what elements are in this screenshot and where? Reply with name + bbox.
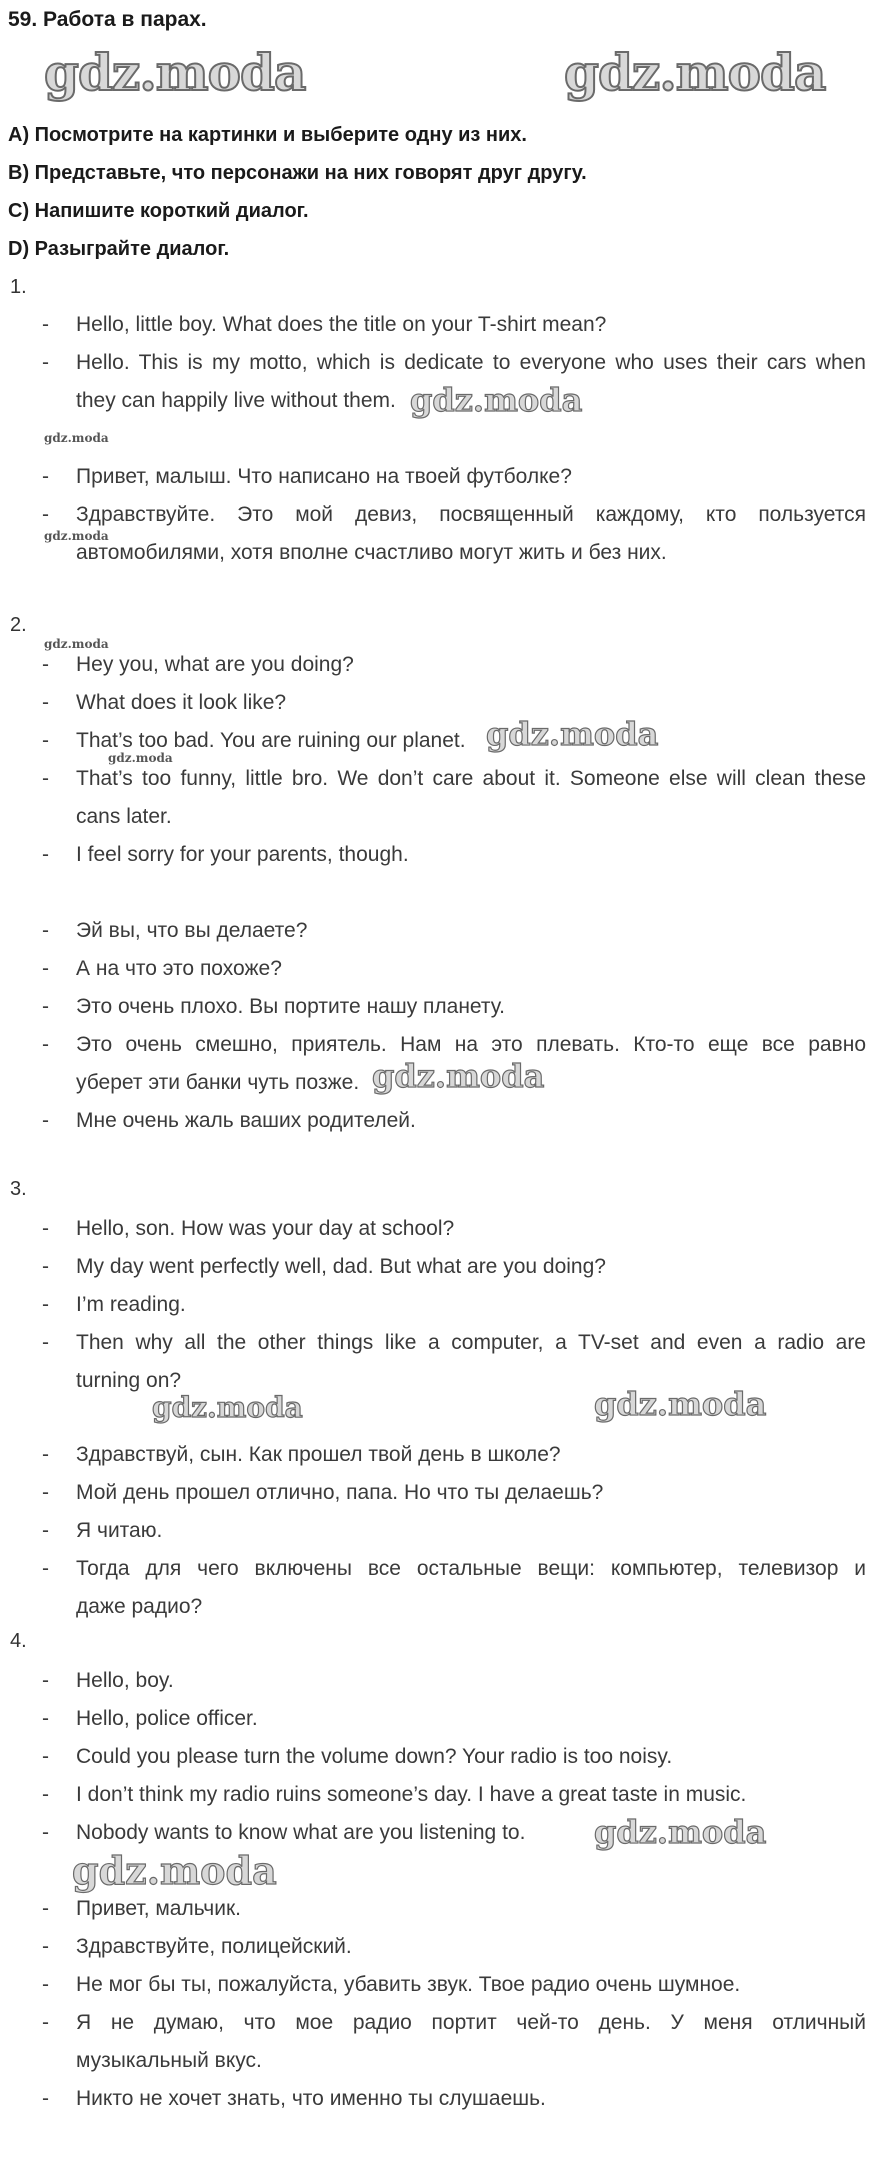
dialogue-line-continued: автомобилями, хотя вполне счастливо могут жить и без них.: [76, 541, 667, 564]
dialogue-line: Здравствуйте. Это мой девиз, посвященный каждому, кто пользуется: [76, 503, 866, 526]
dash-marker: -: [42, 1443, 49, 1466]
dialogue-line: Hello. This is my motto, which is dedicate to everyone who uses their cars when: [76, 351, 866, 374]
dialogue-line: Hello, son. How was your day at school?: [76, 1217, 455, 1240]
dash-marker: -: [42, 1783, 49, 1806]
dash-marker: -: [42, 957, 49, 980]
dialogue-line: Не мог бы ты, пожалуйста, убавить звук. Твое радио очень шумное.: [76, 1973, 741, 1996]
dialogue-line: Здравствуй, сын. Как прошел твой день в школе?: [76, 1443, 561, 1466]
watermark-logo: gdz.moda: [564, 43, 826, 102]
dialogue-line: What does it look like?: [76, 691, 287, 714]
task-d: D) Разыграйте диалог.: [8, 238, 230, 260]
dialogue-line: Это очень плохо. Вы портите нашу планету.: [76, 995, 505, 1018]
dialogue-line: Hello, little boy. What does the title on your T-shirt mean?: [76, 313, 607, 336]
watermark-logo: gdz.moda: [410, 381, 583, 419]
dash-marker: -: [42, 1293, 49, 1316]
dash-marker: -: [42, 1481, 49, 1504]
dialogue-line: I don’t think my radio ruins someone’s day. I have a great taste in music.: [76, 1783, 747, 1806]
dash-marker: -: [42, 1033, 49, 1056]
dash-marker: -: [42, 1707, 49, 1730]
dialogue-line: That’s too funny, little bro. We don’t care about it. Someone else will clean these: [76, 767, 866, 790]
dialogue-line: Это очень смешно, приятель. Нам на это плевать. Кто-то еще все равно: [76, 1033, 866, 1056]
watermark-logo: gdz.moda: [372, 1057, 545, 1095]
dash-marker: -: [42, 1331, 49, 1354]
dash-marker: -: [42, 1973, 49, 1996]
watermark-logo: gdz.moda: [486, 715, 659, 753]
dash-marker: -: [42, 2011, 49, 2034]
dialogue-line-continued: they can happily live without them.: [76, 389, 396, 412]
dash-marker: -: [42, 1897, 49, 1920]
dialogue-line: Никто не хочет знать, что именно ты слушаешь.: [76, 2087, 546, 2110]
dash-marker: -: [42, 919, 49, 942]
dialogue-line: А на что это похоже?: [76, 957, 282, 980]
dialogue-number: 4.: [10, 1630, 27, 1652]
watermark-logo: gdz.moda: [594, 1813, 767, 1851]
dash-marker: -: [42, 691, 49, 714]
watermark-logo: gdz.moda: [594, 1385, 767, 1423]
watermark-logo: gdz.moda: [44, 529, 109, 543]
watermark-logo: gdz.moda: [152, 1391, 303, 1424]
dialogue-line: My day went perfectly well, dad. But what are you doing?: [76, 1255, 606, 1278]
dash-marker: -: [42, 503, 49, 526]
dialogue-number: 1.: [10, 276, 27, 298]
dialogue-line: Эй вы, что вы делаете?: [76, 919, 308, 942]
task-b: В) Представьте, что персонажи на них говорят друг другу.: [8, 162, 587, 184]
dialogue-line: Мне очень жаль ваших родителей.: [76, 1109, 416, 1132]
exercise-title: 59. Работа в парах.: [8, 8, 207, 31]
dialogue-line: That’s too bad. You are ruining our planet.: [76, 729, 466, 752]
dialogue-line: Then why all the other things like a computer, a TV-set and even a radio are: [76, 1331, 866, 1354]
task-a: А) Посмотрите на картинки и выберите одну из них.: [8, 124, 527, 146]
dialogue-line: Я читаю.: [76, 1519, 163, 1542]
dash-marker: -: [42, 1109, 49, 1132]
dash-marker: -: [42, 1519, 49, 1542]
dash-marker: -: [42, 843, 49, 866]
dialogue-line: I feel sorry for your parents, though.: [76, 843, 409, 866]
dialogue-line: Мой день прошел отлично, папа. Но что ты делаешь?: [76, 1481, 604, 1504]
dash-marker: -: [42, 1217, 49, 1240]
dialogue-line-continued: уберет эти банки чуть позже.: [76, 1071, 360, 1094]
dialogue-line: Здравствуйте, полицейский.: [76, 1935, 352, 1958]
watermark-logo: gdz.moda: [72, 1848, 277, 1893]
dash-marker: -: [42, 1669, 49, 1692]
dialogue-line: Тогда для чего включены все остальные вещи: компьютер, телевизор и: [76, 1557, 866, 1580]
dialogue-line: Привет, мальчик.: [76, 1897, 241, 1920]
dash-marker: -: [42, 1255, 49, 1278]
dialogue-line: Hey you, what are you doing?: [76, 653, 354, 676]
dash-marker: -: [42, 465, 49, 488]
dialogue-line-continued: музыкальный вкус.: [76, 2049, 262, 2072]
dialogue-line: I’m reading.: [76, 1293, 186, 1316]
dash-marker: -: [42, 729, 49, 752]
dash-marker: -: [42, 767, 49, 790]
dash-marker: -: [42, 313, 49, 336]
dialogue-line: Hello, police officer.: [76, 1707, 258, 1730]
dash-marker: -: [42, 351, 49, 374]
task-c: С) Напишите короткий диалог.: [8, 200, 309, 222]
dialogue-line: Привет, малыш. Что написано на твоей футболке?: [76, 465, 572, 488]
dialogue-line: Nobody wants to know what are you listening to.: [76, 1821, 526, 1844]
dialogue-line: Hello, boy.: [76, 1669, 174, 1692]
dialogue-line-continued: cans later.: [76, 805, 172, 828]
dialogue-number: 2.: [10, 614, 27, 636]
watermark-logo: gdz.moda: [44, 637, 109, 651]
dash-marker: -: [42, 1821, 49, 1844]
dash-marker: -: [42, 995, 49, 1018]
dash-marker: -: [42, 2087, 49, 2110]
dash-marker: -: [42, 1745, 49, 1768]
dialogue-line: Could you please turn the volume down? Your radio is too noisy.: [76, 1745, 673, 1768]
dash-marker: -: [42, 1557, 49, 1580]
dialogue-number: 3.: [10, 1178, 27, 1200]
watermark-logo: gdz.moda: [44, 43, 306, 102]
dialogue-line-continued: даже радио?: [76, 1595, 203, 1618]
dash-marker: -: [42, 653, 49, 676]
watermark-logo: gdz.moda: [44, 431, 109, 445]
watermark-logo: gdz.moda: [108, 751, 173, 765]
dialogue-line-continued: turning on?: [76, 1369, 182, 1392]
dash-marker: -: [42, 1935, 49, 1958]
dialogue-line: Я не думаю, что мое радио портит чей-то день. У меня отличный: [76, 2011, 866, 2034]
